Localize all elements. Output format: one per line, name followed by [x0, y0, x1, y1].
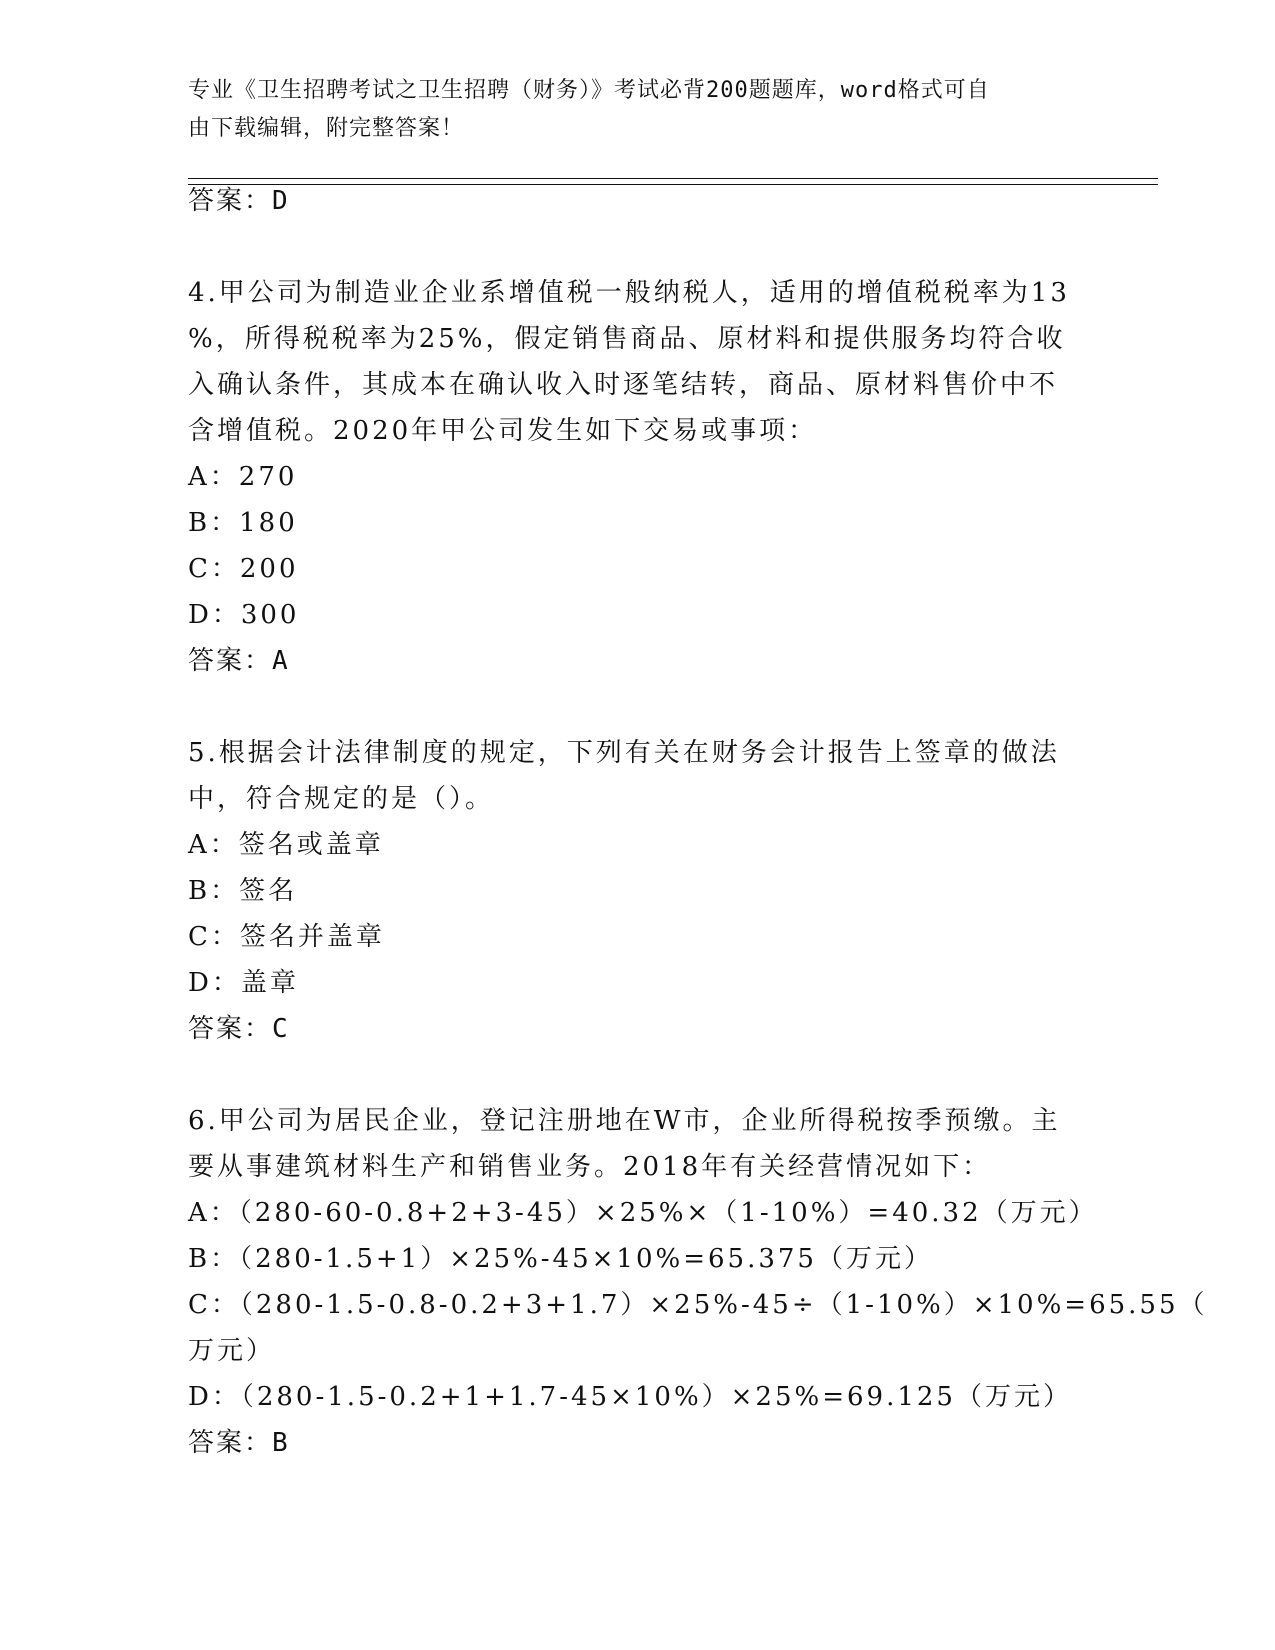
- question-6-option-c-continued: 万元）: [188, 1336, 276, 1366]
- question-5-answer: 答案：C: [188, 1014, 290, 1044]
- question-4-option-d: D：300: [188, 600, 300, 630]
- question-5-option-b: B：签名: [188, 876, 298, 906]
- question-5-option-d: D：盖章: [188, 968, 299, 998]
- header-line-1: 专业《卫生招聘考试之卫生招聘（财务）》考试必背200题题库，word格式可自: [188, 78, 990, 103]
- question-4-option-c: C：200: [188, 554, 299, 584]
- question-5-line-1: 5.根据会计法律制度的规定，下列有关在财务会计报告上签章的做法: [188, 738, 1060, 768]
- question-6-line-1: 6.甲公司为居民企业，登记注册地在W市，企业所得税按季预缴。主: [188, 1106, 1061, 1136]
- question-6-option-d: D：（280-1.5-0.2+1+1.7-45×10%）×25%=69.125（万元）: [188, 1382, 1072, 1412]
- question-6-option-b: B：（280-1.5+1）×25%-45×10%=65.375（万元）: [188, 1244, 933, 1274]
- question-4-line-4: 含增值税。2020年甲公司发生如下交易或事项：: [188, 416, 818, 446]
- question-6-option-a: A：（280-60-0.8+2+3-45）×25%×（1-10%）=40.32（万元）: [188, 1198, 1098, 1228]
- question-4: [188, 270, 1088, 684]
- spacer: [188, 1052, 1088, 1098]
- question-4-option-a: A：270: [188, 462, 298, 492]
- question-5-line-2: 中，符合规定的是（）。: [188, 784, 495, 814]
- question-4-line-3: 入确认条件，其成本在确认收入时逐笔结转，商品、原材料售价中不: [188, 370, 1059, 400]
- question-6-answer: 答案：B: [188, 1428, 290, 1458]
- question-4-answer: 答案：A: [188, 646, 290, 676]
- question-5-option-a: A：签名或盖章: [188, 830, 384, 860]
- question-6: [188, 1098, 1208, 1466]
- question-4-option-b: B：180: [188, 508, 298, 538]
- document-header: [188, 72, 1068, 148]
- spacer: [188, 684, 1088, 730]
- header-line-2: 由下载编辑，附完整答案！: [188, 116, 465, 141]
- question-4-line-1: 4.甲公司为制造业企业系增值税一般纳税人，适用的增值税税率为13: [188, 278, 1070, 308]
- question-4-line-2: %，所得税税率为25%，假定销售商品、原材料和提供服务均符合收: [188, 324, 1066, 354]
- question-list: [188, 178, 1208, 1466]
- question-6-line-2: 要从事建筑材料生产和销售业务。2018年有关经营情况如下：: [188, 1152, 992, 1182]
- question-5: [188, 730, 1088, 1052]
- answer-previous: 答案：D: [188, 186, 290, 216]
- question-6-option-c: C：（280-1.5-0.8-0.2+3+1.7）×25%-45÷（1-10%）×10%=65.55（: [188, 1290, 1208, 1320]
- spacer: [188, 224, 1088, 270]
- question-5-option-c: C：签名并盖章: [188, 922, 385, 952]
